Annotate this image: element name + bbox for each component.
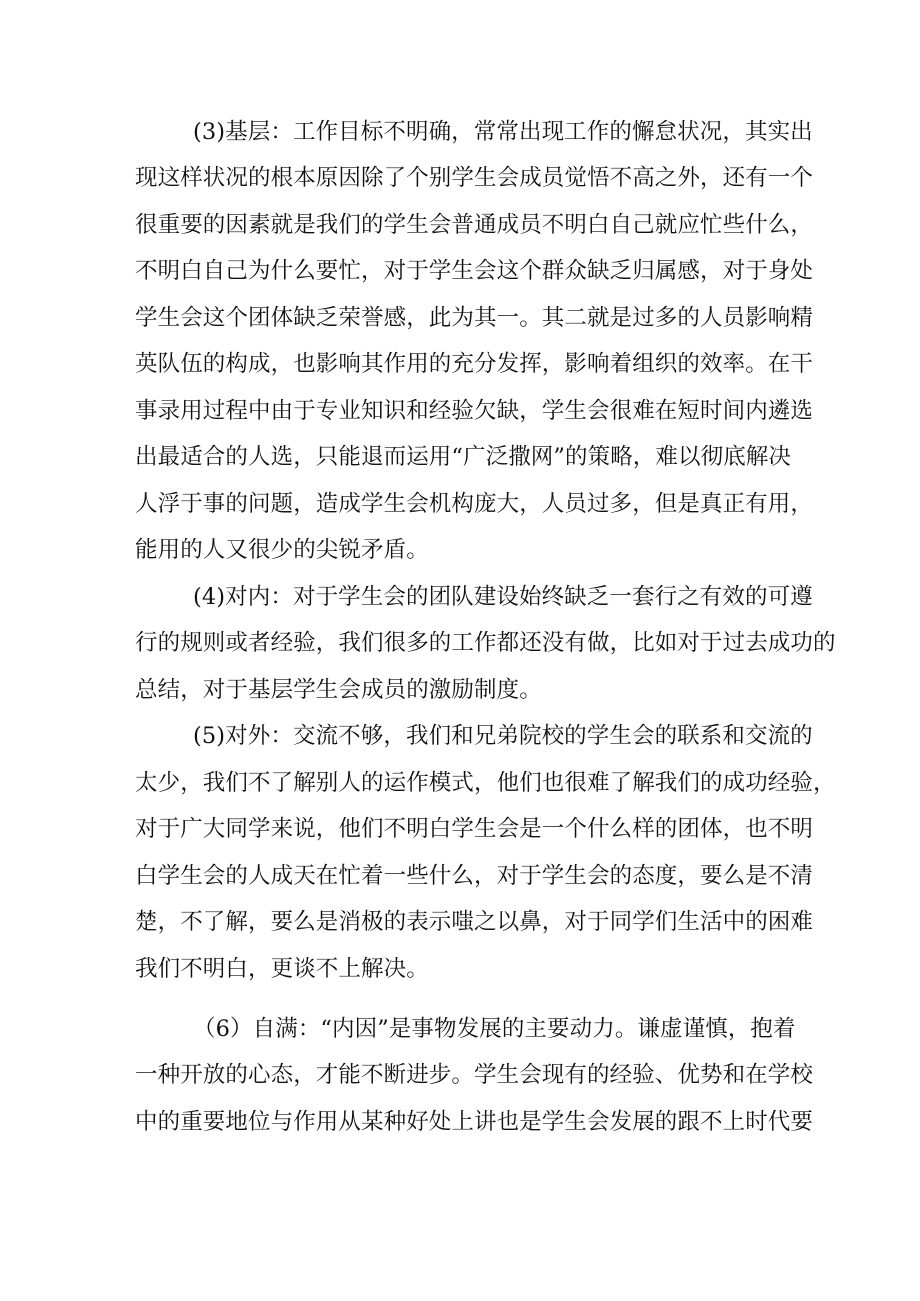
p6-line-2: 一种开放的心态，才能不断进步。学生会现有的经验、优势和在学校 [135,1062,814,1088]
p6-line-1: （6）自满：“内因”是事物发展的主要动力。谦虚谨慎，抱着 [193,1016,796,1042]
p5-line-4: 白学生会的人成天在忙着一些什么，对于学生会的态度，要么是不清 [135,863,814,889]
p5-line-5: 楚，不了解，要么是消极的表示嗤之以鼻，对于同学们生活中的困难 [135,909,814,935]
p6-line-3: 中的重要地位与作用从某种好处上讲也是学生会发展的跟不上时代要 [135,1109,814,1135]
p5-line-3: 对于广大同学来说，他们不明白学生会是一个什么样的团体，也不明 [135,816,814,842]
p3-line-4: 不明白自己为什么要忙，对于学生会这个群众缺乏归属感，对于身处 [135,258,814,284]
p3-line-9: 人浮于事的问题，造成学生会机构庞大，人员过多，但是真正有用， [135,491,814,517]
p3-line-8: 出最适合的人选，只能退而运用“广泛撒网”的策略，难以彻底解决 [135,444,792,470]
p3-line-1: (3)基层：工作目标不明确，常常出现工作的懈怠状况，其实出 [193,119,813,145]
p3-line-10: 能用的人又很少的尖锐矛盾。 [135,537,429,563]
p3-line-7: 事录用过程中由于专业知识和经验欠缺，学生会很难在短时间内遴选 [135,398,814,424]
p4-line-1: (4)对内：对于学生会的团队建设始终缺乏一套行之有效的可遵 [193,584,813,610]
p5-line-2: 太少，我们不了解别人的运作模式，他们也很难了解我们的成功经验， [135,770,836,796]
p3-line-6: 英队伍的构成，也影响其作用的充分发挥，影响着组织的效率。在干 [135,351,814,377]
p5-line-1: (5)对外：交流不够，我们和兄弟院校的学生会的联系和交流的 [193,723,813,749]
p3-line-5: 学生会这个团体缺乏荣誉感，此为其一。其二就是过多的人员影响精 [135,305,814,331]
p3-line-3: 很重要的因素就是我们的学生会普通成员不明白自己就应忙些什么， [135,212,814,238]
p5-line-6: 我们不明白，更谈不上解决。 [135,956,429,982]
p3-line-2: 现这样状况的根本原因除了个别学生会成员觉悟不高之外，还有一个 [135,165,814,191]
p4-line-3: 总结，对于基层学生会成员的激励制度。 [135,677,542,703]
p4-line-2: 行的规则或者经验，我们很多的工作都还没有做，比如对于过去成功的 [135,630,836,656]
